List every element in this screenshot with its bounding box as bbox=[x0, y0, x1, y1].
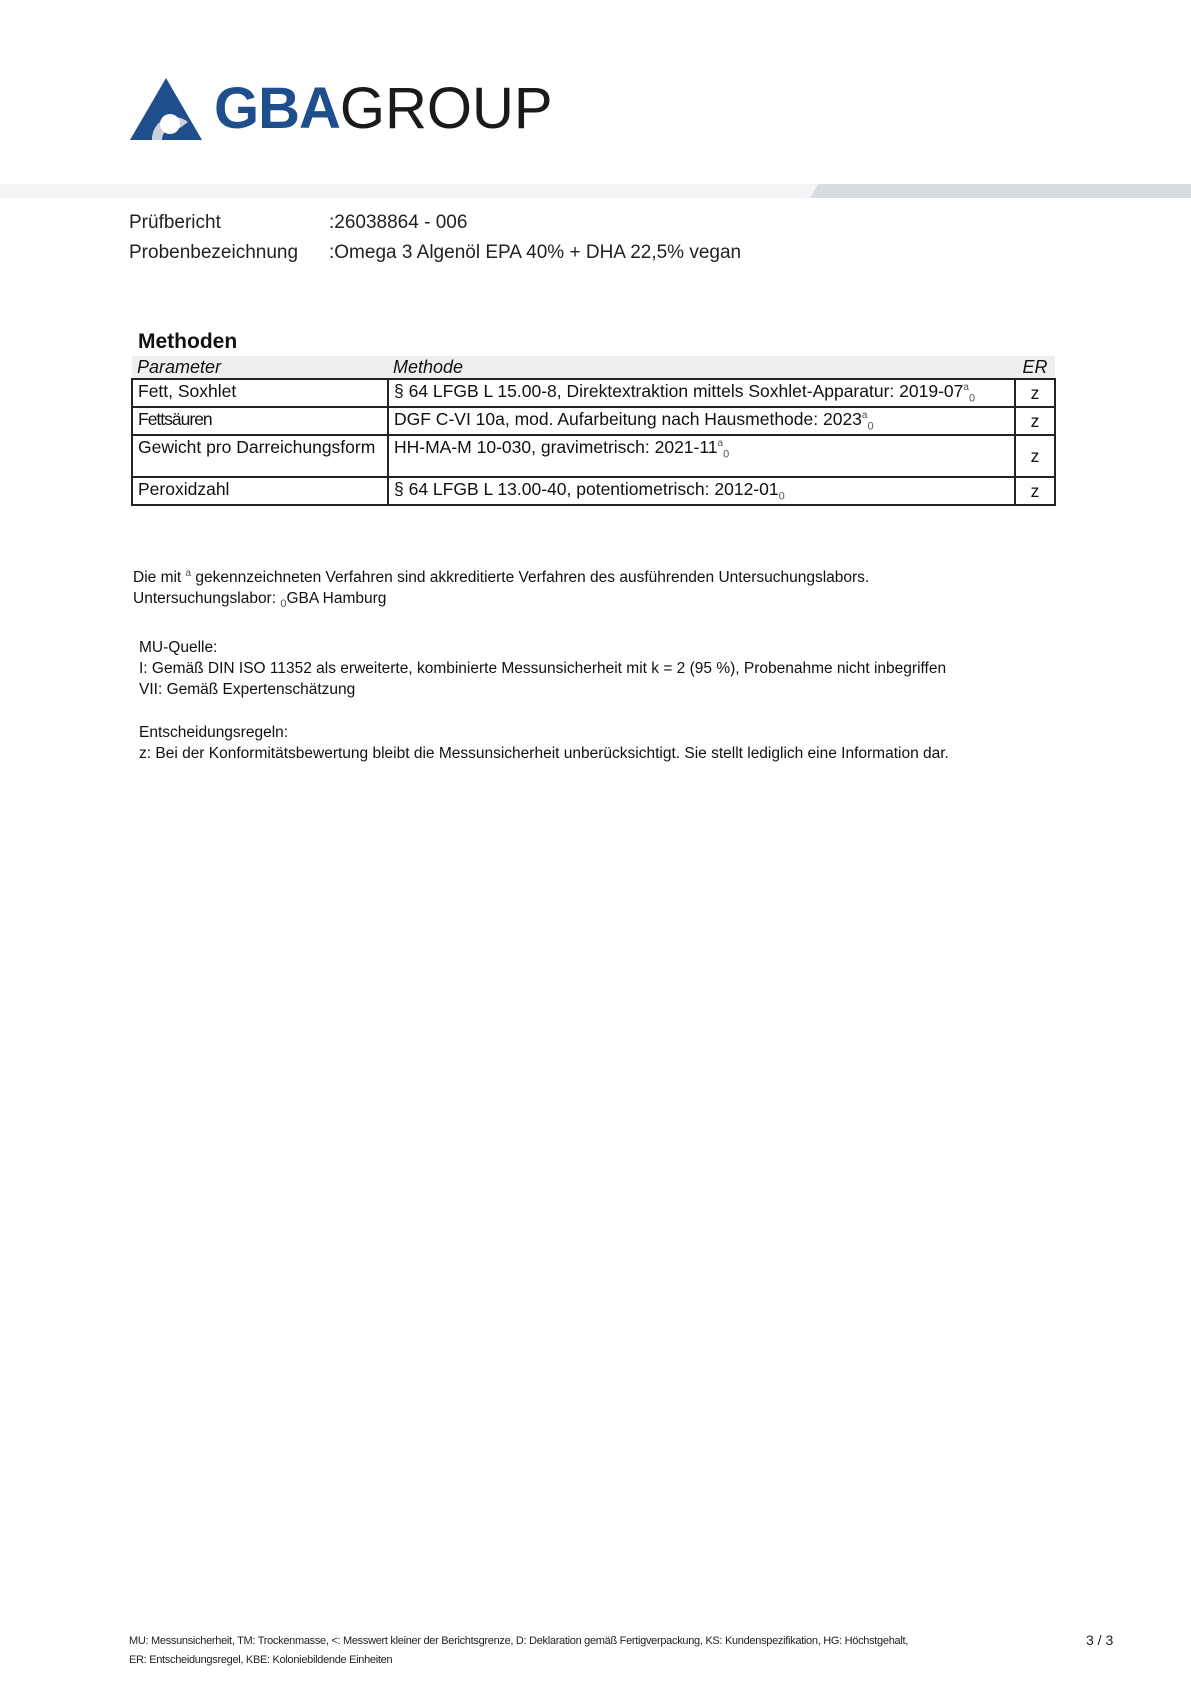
accreditation-mark: a bbox=[963, 382, 969, 394]
probenbezeichnung-label: Probenbezeichnung bbox=[129, 242, 299, 263]
footer-legend bbox=[129, 1632, 908, 1670]
row-methode bbox=[388, 477, 1015, 505]
accredited-post: gekennzeichneten Verfahren sind akkreditierte Verfahren des ausführenden Untersuchungslabors. bbox=[191, 569, 870, 587]
lab-index: 0 bbox=[778, 490, 785, 503]
row-er: z bbox=[1015, 477, 1055, 505]
accredited-mark: a bbox=[185, 568, 192, 579]
mu-vii: VII: Gemäß Expertenschätzung bbox=[139, 681, 356, 699]
methode-text: HH-MA-M 10-030, gravimetrisch: 2021-11 bbox=[394, 437, 718, 457]
lab-label: Untersuchungslabor: bbox=[133, 590, 281, 608]
footer-line-2: ER: Entscheidungsregel, KBE: Koloniebildende Einheiten bbox=[129, 1654, 393, 1666]
row-parameter: Fett, Soxhlet bbox=[132, 379, 388, 407]
row-parameter: Gewicht pro Darreichungsform bbox=[132, 435, 388, 477]
gba-group-logo bbox=[130, 74, 553, 144]
methode-text: § 64 LFGB L 13.00-40, potentiometrisch: 2012-01 bbox=[394, 479, 779, 499]
er-title: Entscheidungsregeln: bbox=[139, 724, 289, 742]
lab-name: GBA Hamburg bbox=[286, 590, 387, 608]
row-methode bbox=[388, 435, 1015, 477]
table-row bbox=[132, 477, 1055, 505]
logo-gba-text: GBA bbox=[214, 76, 340, 141]
row-parameter bbox=[132, 407, 388, 435]
mu-i: I: Gemäß DIN ISO 11352 als erweiterte, kombinierte Messunsicherheit mit k = 2 (95 %), Probenahme nicht inbegriffen bbox=[139, 660, 947, 678]
lab-note bbox=[133, 588, 949, 615]
accredited-note bbox=[133, 563, 949, 588]
pruefbericht-value: :26038864 - 006 bbox=[329, 212, 468, 233]
header-band bbox=[0, 184, 1191, 198]
accreditation-mark: a bbox=[861, 410, 868, 422]
lab-index: 0 bbox=[867, 420, 874, 433]
row-methode bbox=[388, 407, 1015, 435]
header-parameter: Parameter bbox=[132, 356, 388, 379]
footer-line-1: MU: Messunsicherheit, TM: Trockenmasse, <: Messwert kleiner der Berichtsgrenze, D: Deklaration gemäß Fertigverpackung, KS: Kundenspezifikation, HG: Höchstgehalt, bbox=[129, 1635, 908, 1647]
table-row bbox=[132, 407, 1055, 435]
row-er: z bbox=[1015, 379, 1055, 407]
lab-note-index: 0 bbox=[280, 598, 287, 611]
report-info bbox=[129, 208, 741, 268]
probenbezeichnung-row bbox=[129, 238, 741, 268]
row-methode bbox=[388, 379, 1015, 407]
pruefbericht-label: Prüfbericht bbox=[129, 212, 221, 233]
logo-wordmark bbox=[214, 76, 553, 141]
row-parameter-text: Fettsäuren bbox=[138, 409, 212, 429]
er-z: z: Bei der Konformitätsbewertung bleibt die Messunsicherheit unberücksichtigt. Sie stellt lediglich eine Information dar. bbox=[139, 745, 949, 763]
methode-text: § 64 LFGB L 15.00-8, Direktextraktion mittels Soxhlet-Apparatur: 2019-07 bbox=[394, 381, 964, 401]
lab-index: 0 bbox=[723, 448, 730, 461]
notes-section bbox=[133, 563, 949, 764]
methods-title: Methoden bbox=[138, 330, 238, 353]
logo-group-text: GROUP bbox=[339, 76, 553, 141]
accredited-pre: Die mit bbox=[133, 569, 186, 587]
pruefbericht-row bbox=[129, 208, 741, 238]
header-methode: Methode bbox=[388, 356, 1015, 379]
row-er: z bbox=[1015, 435, 1055, 477]
accreditation-mark: a bbox=[717, 438, 724, 450]
table-row bbox=[132, 435, 1055, 477]
header-er: ER bbox=[1015, 356, 1055, 379]
methods-header-row bbox=[132, 356, 1055, 379]
gba-triangle-logo-icon bbox=[130, 78, 202, 140]
page-number: 3 / 3 bbox=[1086, 1632, 1114, 1648]
row-er: z bbox=[1015, 407, 1055, 435]
methods-table bbox=[131, 356, 1056, 506]
lab-index: 0 bbox=[968, 392, 976, 405]
mu-title: MU-Quelle: bbox=[139, 639, 218, 657]
methode-text: DGF C-VI 10a, mod. Aufarbeitung nach Hausmethode: 2023 bbox=[394, 409, 862, 429]
row-parameter: Peroxidzahl bbox=[132, 477, 388, 505]
table-row bbox=[132, 379, 1055, 407]
probenbezeichnung-value: :Omega 3 Algenöl EPA 40% + DHA 22,5% vegan bbox=[329, 242, 742, 263]
